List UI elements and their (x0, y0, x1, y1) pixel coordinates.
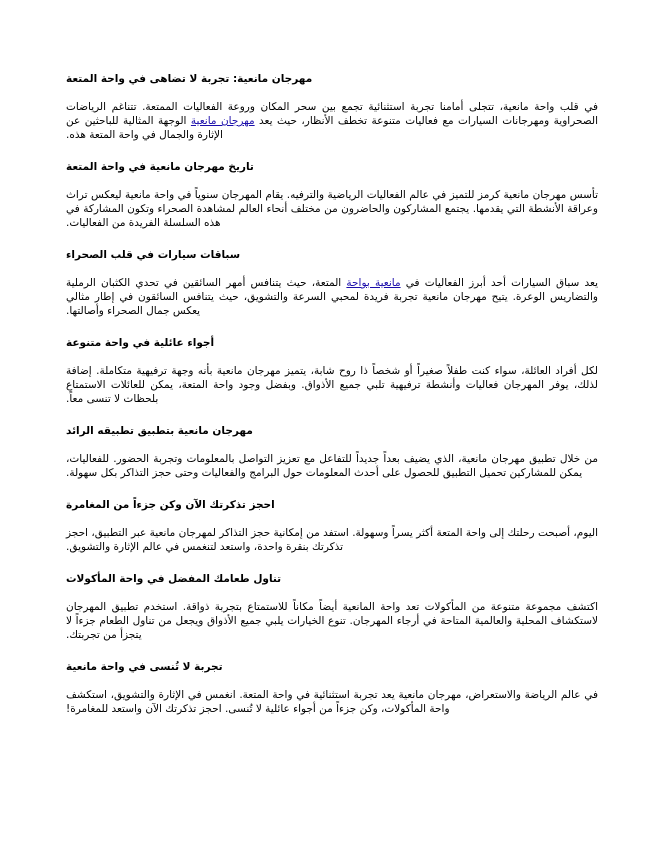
section-paragraph: لكل أفراد العائلة، سواء كنت طفلاً صغيراً أو شخصاً ذا روح شابة، يتميز مهرجان مانعية بأنه وجهة ترفيهية متكاملة. إضافة لذلك، يوفر المهرجان فعاليات وأنشطة ترفيهية تلبي جميع الأذواق. وبفضل وجود واحة المتعة، يمكن للعائلات الاستمتاع بلحظات لا تنسى معاً. (66, 365, 598, 405)
section-paragraph (66, 100, 598, 142)
section-family (66, 336, 598, 406)
section-car-races (66, 248, 598, 318)
paragraph-text: المتعة، حيث يتنافس أمهر السائقين في تحدي الكثبان الرملية والتضاريس الوعرة. يتيح مهرجان مانعية تجربة فريدة لمحبي السرعة والتشويق، حيث يتنافس السائقون في إطار مثالي يعكس جمال الصحراء وأصالتها. (66, 277, 598, 317)
section-heading: مهرجان مانعية بتطبيق تطبيقه الرائد (66, 425, 253, 437)
section-paragraph: اليوم، أصبحت رحلتك إلى واحة المتعة أكثر يسراً وسهولة. استفد من إمكانية حجز التذاكر لمهرجان مانعية عبر التطبيق، احجز تذكرتك بنقرة واحدة، واستعد لتنغمس في عالم الإثارة والتشويق. (66, 527, 598, 553)
section-paragraph: من خلال تطبيق مهرجان مانعية، الذي يضيف بعداً جديداً للتفاعل مع تعزيز التواصل بالمعلومات وتجربة الحضور. للفعاليات، يمكن للمشاركين تحميل التطبيق للحصول على أحدث المعلومات حول البرامج والفعاليات وحتى حجز التذاكر بكل سهولة. (66, 453, 598, 479)
section-paragraph: تأسس مهرجان مانعية كرمز للتميز في عالم الفعاليات الرياضية والترفيه. يقام المهرجان سنوياً في واحة مانعية ليعكس تراث وعراقة الأنشطة التي يقدمها. يجتمع المشاركون والحاضرون من مختلف أنحاء العالم لمشاهدة الصحراء وتكون المشاركة في هذه السلسلة الفريدة من الفعاليات. (66, 189, 598, 229)
section-intro (66, 72, 598, 142)
section-history (66, 160, 598, 230)
section-heading: سباقات سيارات في قلب الصحراء (66, 249, 241, 261)
section-heading: تاريخ مهرجان مانعية في واحة المتعة (66, 161, 254, 173)
paragraph-text: يعد سباق السيارات أحد أبرز الفعاليات في (400, 277, 598, 289)
section-heading: أجواء عائلية في واحة متنوعة (66, 337, 215, 349)
section-app (66, 424, 598, 480)
section-tickets (66, 498, 598, 554)
section-conclusion (66, 660, 598, 716)
section-heading: مهرجان مانعية: تجربة لا تضاهى في واحة المتعة (66, 73, 313, 85)
section-heading: احجز تذكرتك الآن وكن جزءاً من المغامرة (66, 499, 275, 511)
section-heading: تجربة لا تُنسى في واحة مانعية (66, 661, 223, 673)
section-paragraph: في عالم الرياضة والاستعراض، مهرجان مانعية يعد تجربة استثنائية في واحة المتعة. انغمس في الإثارة والتشويق، استكشف واحة المأكولات، وكن جزءاً من أجواء عائلية لا تُنسى. احجز تذكرتك الآن واستعد للمغامرة! (66, 689, 598, 715)
section-paragraph (66, 276, 598, 318)
paragraph-text: في قلب واحة مانعية، تتجلى أمامنا تجربة استثنائية تجمع بين سحر المكان وروعة الفعاليات الممتعة. تتناغم الرياضات الصحراوية ومهرجانات السيارات مع فعاليات متنوعة تخطف الأنظار، حيث يعد (66, 101, 598, 127)
section-paragraph: اكتشف مجموعة متنوعة من المأكولات تعد واحة المانعية أيضاً مكاناً للاستمتاع بتجربة ذواقة. استخدم تطبيق المهرجان لاستكشاف المحلية والعالمية المتاحة في أرجاء المهرجان. تنوع الخيارات يلبي جميع الأذواق ويجعل من تناول الطعام جزءاً لا يتجزأ من تجربتك. (66, 601, 598, 641)
section-food (66, 572, 598, 642)
section-heading: تناول طعامك المفضل في واحة المأكولات (66, 573, 282, 585)
festival-link[interactable]: مهرجان مانعية (190, 115, 255, 127)
paragraph-text: الوجهة المثالية للباحثين عن الإثارة والجمال في واحة المتعة هذه. (66, 115, 223, 141)
oasis-link[interactable]: مانعية بواحة (346, 277, 401, 289)
